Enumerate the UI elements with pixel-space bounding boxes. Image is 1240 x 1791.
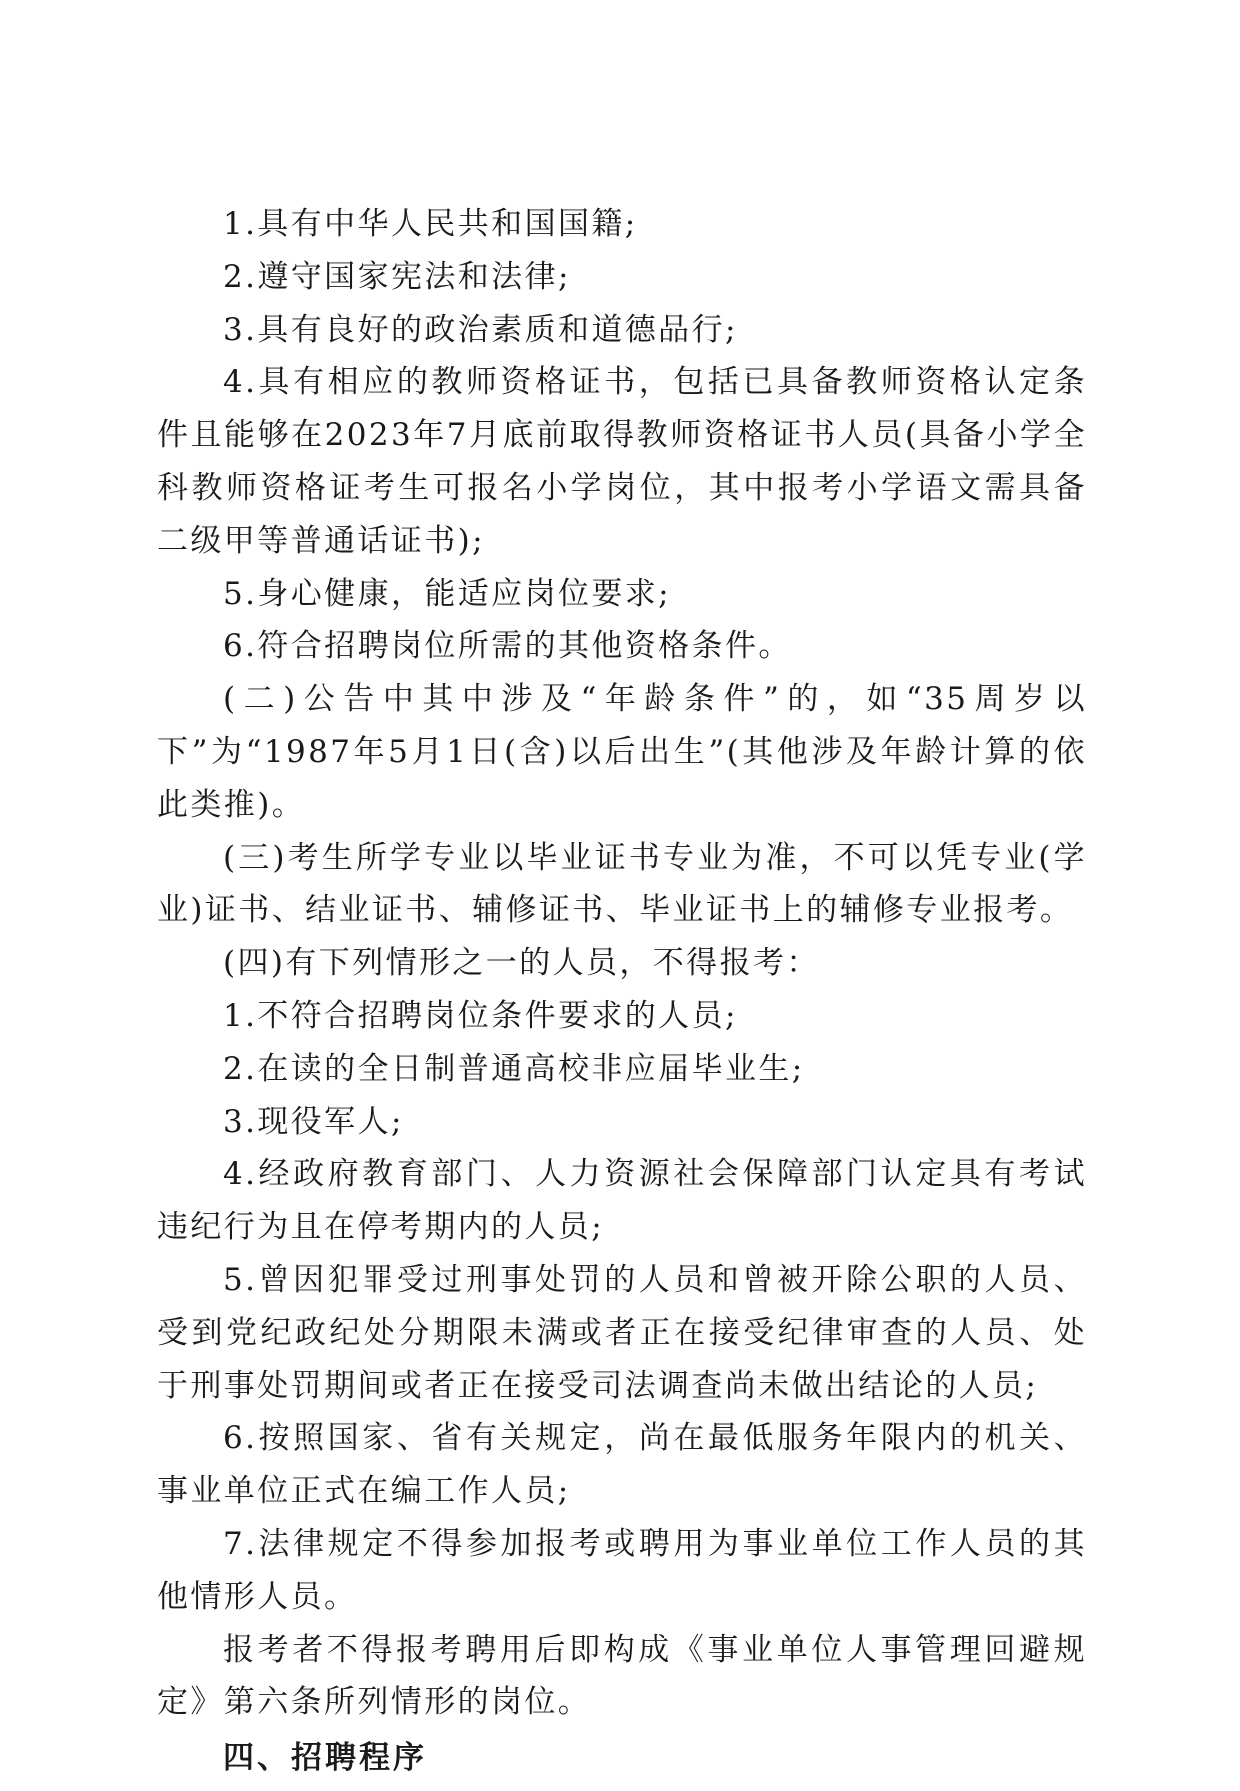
paragraph-avoidance-rule: 报考者不得报考聘用后即构成《事业单位人事管理回避规定》第六条所列情形的岗位。	[157, 1631, 1087, 1721]
paragraph-exclusion-2: 2.在读的全日制普通高校非应届毕业生;	[223, 1050, 805, 1087]
section-heading: 四、招聘程序	[223, 1740, 427, 1777]
paragraph-major-rule: (三)考生所学专业以毕业证书专业为准，不可以凭专业(学业)证书、结业证书、辅修证书、毕业证书上的辅修专业报考。	[157, 839, 1087, 929]
paragraph-exclusions-intro: (四)有下列情形之一的人员，不得报考：	[223, 945, 820, 982]
paragraph-exclusion-6: 6.按照国家、省有关规定，尚在最低服务年限内的机关、事业单位正式在编工作人员;	[157, 1420, 1087, 1510]
paragraph-qualification-1: 1.具有中华人民共和国国籍;	[223, 206, 638, 242]
paragraph-qualification-4: 4.具有相应的教师资格证书，包括已具备教师资格认定条件且能够在2023年7月底前取得教师资格证书人员(具备小学全科教师资格证考生可报名小学岗位，其中报考小学语文需具备二级甲等普通话证书);	[157, 364, 1087, 559]
paragraph-exclusion-1: 1.不符合招聘岗位条件要求的人员;	[223, 997, 738, 1034]
paragraph-age-condition: (二)公告中其中涉及“年龄条件”的，如“35周岁以下”为“1987年5月1日(含)以后出生”(其他涉及年龄计算的依此类推)。	[157, 681, 1087, 823]
paragraph-exclusion-7: 7.法律规定不得参加报考或聘用为事业单位工作人员的其他情形人员。	[157, 1525, 1087, 1615]
paragraph-exclusion-3: 3.现役军人;	[223, 1103, 404, 1140]
paragraph-exclusion-5: 5.曾因犯罪受过刑事处罚的人员和曾被开除公职的人员、受到党纪政纪处分期限未满或者正在接受纪律审查的人员、处于刑事处罚期间或者正在接受司法调查尚未做出结论的人员;	[157, 1261, 1087, 1404]
paragraph-qualification-6: 6.符合招聘岗位所需的其他资格条件。	[223, 628, 792, 665]
paragraph-qualification-2: 2.遵守国家宪法和法律;	[223, 258, 571, 295]
paragraph-qualification-3: 3.具有良好的政治素质和道德品行;	[223, 311, 738, 348]
paragraph-exclusion-4: 4.经政府教育部门、人力资源社会保障部门认定具有考试违纪行为且在停考期内的人员;	[157, 1156, 1087, 1246]
paragraph-qualification-5: 5.身心健康，能适应岗位要求;	[223, 575, 672, 612]
document-body	[157, 198, 1087, 1791]
